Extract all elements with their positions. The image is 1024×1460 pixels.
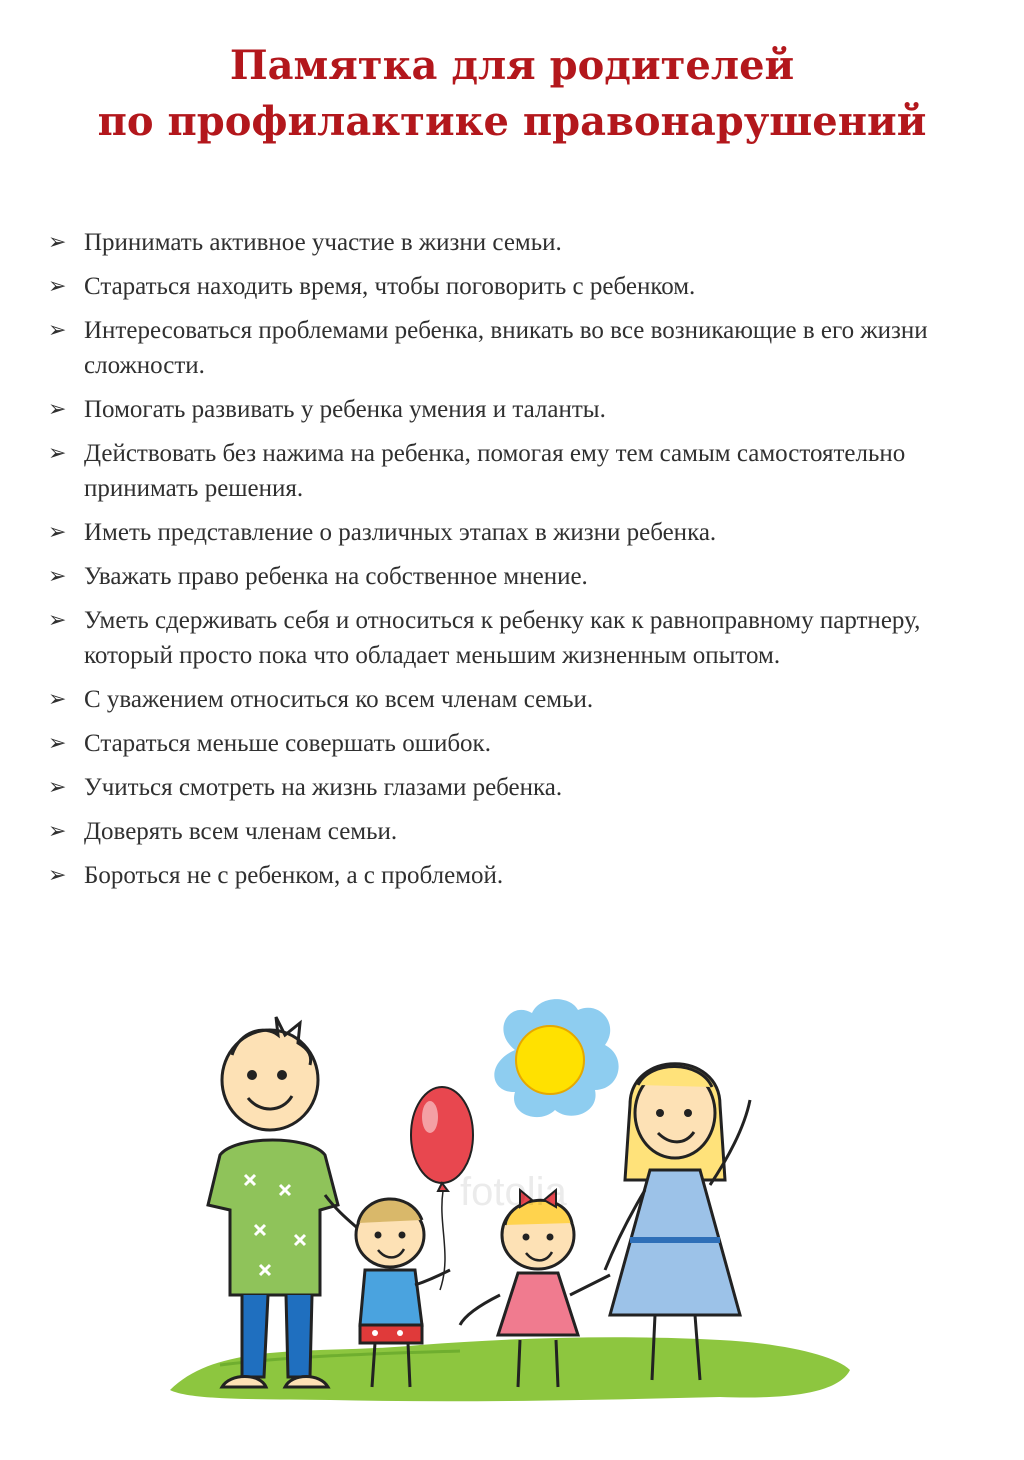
arrowhead-bullet-icon: ➢ [48,564,67,589]
page-title [0,38,1024,150]
arrowhead-bullet-icon: ➢ [48,731,67,756]
mom-figure [605,1064,750,1380]
list-item-text: Иметь представление о различных этапах в жизни ребенка. [84,519,717,546]
list-item-text: Стараться находить время, чтобы поговорить с ребенком. [84,273,696,300]
list-item [48,313,983,383]
arrowhead-bullet-icon: ➢ [48,397,67,422]
list-item [48,225,983,260]
tips-list [48,225,983,902]
list-item [48,515,983,550]
title-line-1: Памятка для родителей [229,42,795,89]
arrowhead-bullet-icon: ➢ [48,520,67,545]
list-item [48,770,983,805]
arrowhead-bullet-icon: ➢ [48,819,67,844]
watermark-text: fotolia [460,1170,567,1214]
list-item [48,436,983,506]
list-item [48,858,983,893]
list-item-text: Помогать развивать у ребенка умения и таланты. [84,396,606,423]
arrowhead-bullet-icon: ➢ [48,318,67,343]
list-item-text: Принимать активное участие в жизни семьи. [84,229,562,256]
list-item-text: Доверять всем членам семьи. [84,818,398,845]
list-item-text: Бороться не с ребенком, а с проблемой. [84,862,504,889]
arrowhead-bullet-icon: ➢ [48,274,67,299]
list-item-text: Интересоваться проблемами ребенка, вникать во все возникающие в его жизни сложности. [84,317,928,379]
arrowhead-bullet-icon: ➢ [48,687,67,712]
list-item-text: Учиться смотреть на жизнь глазами ребенка. [84,774,563,801]
list-item [48,814,983,849]
list-item-text: Уважать право ребенка на собственное мнение. [84,563,588,590]
list-item [48,269,983,304]
title-line-2: по профилактике правонарушений [97,98,927,145]
family-illustration [160,995,860,1415]
grass-shape [170,1337,850,1401]
list-item [48,682,983,717]
list-item [48,603,983,673]
list-item-text: Уметь сдерживать себя и относиться к ребенку как к равноправному партнеру, который просто пока что обладает меньшим жизненным опытом. [84,607,921,669]
dad-figure [208,1017,365,1387]
arrowhead-bullet-icon: ➢ [48,441,67,466]
arrowhead-bullet-icon: ➢ [48,230,67,255]
sun-icon [494,999,618,1117]
list-item-text: Действовать без нажима на ребенка, помогая ему тем самым самостоятельно принимать решения. [84,440,906,502]
list-item-text: Стараться меньше совершать ошибок. [84,730,491,757]
list-item-text: С уважением относиться ко всем членам семьи. [84,686,594,713]
arrowhead-bullet-icon: ➢ [48,863,67,888]
arrowhead-bullet-icon: ➢ [48,608,67,633]
arrowhead-bullet-icon: ➢ [48,775,67,800]
list-item [48,392,983,427]
list-item [48,559,983,594]
list-item [48,726,983,761]
